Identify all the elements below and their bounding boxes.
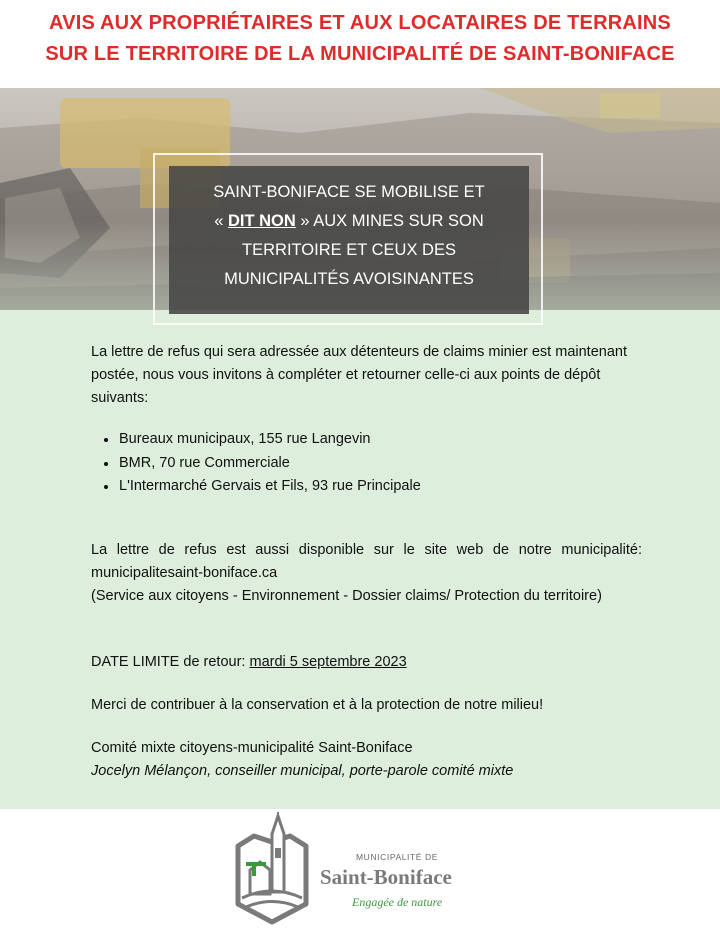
municipal-logo-icon [232, 812, 312, 928]
banner-line-4: MUNICIPALITÉS AVOISINANTES [224, 270, 474, 288]
logo-name: Saint-Boniface [320, 865, 452, 889]
website-paragraph: La lettre de refus est aussi disponible sur le site web de notre municipalité: municipalitesaint-boniface.ca [91, 542, 642, 581]
committee-name: Comité mixte citoyens-municipalité Saint-Boniface [91, 740, 413, 756]
notice-title-line-1: AVIS AUX PROPRIÉTAIRES ET AUX LOCATAIRES DE TERRAINS [49, 12, 671, 34]
banner-dit-non: DIT NON [227, 212, 296, 230]
deadline-line [91, 651, 642, 674]
website-path: (Service aux citoyens - Environnement - Dossier claims/ Protection du territoire) [91, 588, 602, 604]
drop-points-list [100, 428, 421, 499]
thanks-line: Merci de contribuer à la conservation et à la protection de notre milieu! [91, 697, 544, 713]
spokesperson-line: Jocelyn Mélançon, conseiller municipal, porte-parole comité mixte [91, 763, 514, 779]
banner-line-2-suffix: » AUX MINES SUR SON [295, 212, 484, 230]
list-item [100, 428, 421, 452]
notice-title-line-2: SUR LE TERRITOIRE DE LA MUNICIPALITÉ DE SAINT-BONIFACE [45, 43, 675, 65]
deadline-date: mardi 5 septembre 2023 [249, 654, 407, 670]
drop-point-text: L'Intermarché Gervais et Fils, 93 rue Principale [119, 478, 421, 494]
drop-point-text: BMR, 70 rue Commerciale [119, 454, 290, 471]
bullet-icon [104, 438, 108, 442]
list-item [100, 452, 421, 476]
footer-divider [0, 808, 720, 809]
banner-line-2-prefix: « [214, 212, 228, 230]
banner-text [169, 178, 529, 294]
list-item [100, 475, 421, 499]
banner-line-3: TERRITOIRE ET CEUX DES [242, 241, 456, 259]
bullet-icon [104, 462, 108, 466]
banner-line-2 [169, 207, 529, 236]
deadline-label: DATE LIMITE de retour: [91, 654, 250, 670]
intro-paragraph: La lettre de refus qui sera adressée aux détenteurs de claims minier est maintenant postée, nous vous invitons à compléter et retourner celle-ci aux points de dépôt suivants: [91, 344, 627, 406]
logo-caption: MUNICIPALITÉ DE [356, 852, 439, 862]
header [0, 0, 720, 88]
bullet-icon [104, 485, 108, 489]
banner-line-1: SAINT-BONIFACE SE MOBILISE ET [213, 183, 485, 201]
drop-point-text: Bureaux municipaux, 155 rue Langevin [119, 431, 371, 447]
logo-tagline: Engagée de nature [352, 895, 443, 909]
